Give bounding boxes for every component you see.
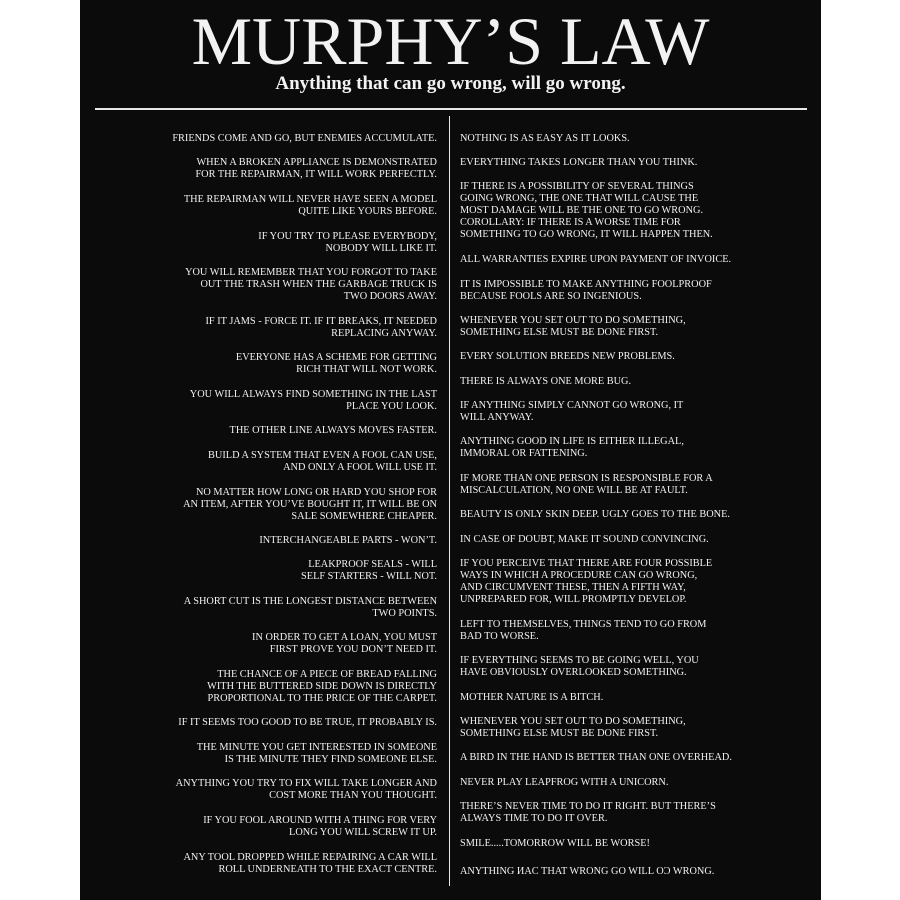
column-divider	[449, 116, 450, 886]
law-item: YOU WILL ALWAYS FIND SOMETHING IN THE LAST PLACE YOU LOOK.	[189, 389, 437, 412]
law-item: THE MINUTE YOU GET INTERESTED IN SOMEONE IS THE MINUTE THEY FIND SOMEONE ELSE.	[196, 742, 437, 765]
law-item: SMILE.....TOMORROW WILL BE WORSE!	[460, 838, 650, 849]
poster	[80, 0, 821, 900]
law-item: YOU WILL REMEMBER THAT YOU FORGOT TO TAKE OUT THE TRASH WHEN THE GARBAGE TRUCK IS TWO DOORS AWAY.	[185, 267, 437, 302]
poster-title: MURPHY’S LAW	[191, 3, 710, 79]
law-item: BUILD A SYSTEM THAT EVEN A FOOL CAN USE, AND ONLY A FOOL WILL USE IT.	[208, 450, 437, 473]
law-item: A BIRD IN THE HAND IS BETTER THAN ONE OVERHEAD.	[460, 752, 732, 763]
law-item: NOTHING IS AS EASY AS IT LOOKS.	[460, 133, 630, 144]
law-item: EVERYTHING TAKES LONGER THAN YOU THINK.	[460, 157, 698, 168]
law-item: WHEN A BROKEN APPLIANCE IS DEMONSTRATED FOR THE REPAIRMAN, IT WILL WORK PERFECTLY.	[195, 157, 437, 180]
law-item: THE OTHER LINE ALWAYS MOVES FASTER.	[229, 425, 437, 436]
law-item: EVERYONE HAS A SCHEME FOR GETTING RICH THAT WILL NOT WORK.	[235, 352, 437, 375]
law-item: LEFT TO THEMSELVES, THINGS TEND TO GO FROM BAD TO WORSE.	[460, 619, 707, 642]
law-item: ANYTHING GOOD IN LIFE IS EITHER ILLEGAL, IMMORAL OR FATTENING.	[460, 436, 684, 459]
law-item: IT IS IMPOSSIBLE TO MAKE ANYTHING FOOLPROOF BECAUSE FOOLS ARE SO INGENIOUS.	[460, 279, 712, 302]
horizontal-rule	[95, 108, 807, 110]
law-item: THERE’S NEVER TIME TO DO IT RIGHT. BUT THERE’S ALWAYS TIME TO DO IT OVER.	[460, 801, 716, 824]
law-item: IN ORDER TO GET A LOAN, YOU MUST FIRST PROVE YOU DON’T NEED IT.	[252, 632, 437, 655]
law-item: IF YOU PERCEIVE THAT THERE ARE FOUR POSSIBLE WAYS IN WHICH A PROCEDURE CAN GO WRONG, AND CIRCUMVENT THESE, THEN A FIFTH WAY, UNPREPARED FOR, WILL PROMPTLY DEVELOP.	[460, 558, 713, 605]
law-item: FRIENDS COME AND GO, BUT ENEMIES ACCUMULATE.	[172, 133, 437, 144]
law-item: A SHORT CUT IS THE LONGEST DISTANCE BETWEEN TWO POINTS.	[183, 596, 437, 619]
law-item: NEVER PLAY LEAPFROG WITH A UNICORN.	[460, 777, 669, 788]
law-item: IF THERE IS A POSSIBILITY OF SEVERAL THINGS GOING WRONG, THE ONE THAT WILL CAUSE THE MOST DAMAGE WILL BE THE ONE TO GO WRONG. COROLLARY: IF THERE IS A WORSE TIME FOR SOMETHING TO GO WRONG, IT WILL HAPPEN THEN.	[460, 181, 713, 240]
law-item: THERE IS ALWAYS ONE MORE BUG.	[460, 376, 632, 387]
law-item: THE CHANCE OF A PIECE OF BREAD FALLING WITH THE BUTTERED SIDE DOWN IS DIRECTLY PROPORTIONAL TO THE PRICE OF THE CARPET.	[207, 669, 437, 704]
law-item: IF YOU FOOL AROUND WITH A THING FOR VERY LONG YOU WILL SCREW IT UP.	[203, 815, 437, 838]
law-item: MOTHER NATURE IS A BITCH.	[460, 692, 604, 703]
law-item: IF IT JAMS - FORCE IT. IF IT BREAKS, IT NEEDED REPLACING ANYWAY.	[205, 316, 437, 339]
law-item: LEAKPROOF SEALS - WILL SELF STARTERS - WILL NOT.	[301, 559, 437, 582]
law-item: ANYTHING YOU TRY TO FIX WILL TAKE LONGER AND COST MORE THAN YOU THOUGHT.	[175, 778, 437, 801]
poster-subtitle: Anything that can go wrong, will go wrong.	[275, 73, 626, 94]
law-item: IF YOU TRY TO PLEASE EVERYBODY, NOBODY WILL LIKE IT.	[258, 231, 437, 254]
law-item: IF MORE THAN ONE PERSON IS RESPONSIBLE FOR A MISCALCULATION, NO ONE WILL BE AT FAULT.	[460, 473, 713, 496]
law-item: IF IT SEEMS TOO GOOD TO BE TRUE, IT PROBABLY IS.	[178, 717, 437, 728]
law-item: IF EVERYTHING SEEMS TO BE GOING WELL, YOU HAVE OBVIOUSLY OVERLOOKED SOMETHING.	[460, 655, 699, 678]
law-item: WHENEVER YOU SET OUT TO DO SOMETHING, SOMETHING ELSE MUST BE DONE FIRST.	[460, 315, 686, 338]
law-item: BEAUTY IS ONLY SKIN DEEP. UGLY GOES TO THE BONE.	[460, 509, 730, 520]
law-item: IN CASE OF DOUBT, MAKE IT SOUND CONVINCING.	[460, 534, 709, 545]
law-item: ALL WARRANTIES EXPIRE UPON PAYMENT OF INVOICE.	[460, 254, 732, 265]
law-item: NO MATTER HOW LONG OR HARD YOU SHOP FOR AN ITEM, AFTER YOU’VE BOUGHT IT, IT WILL BE ON SALE SOMEWHERE CHEAPER.	[183, 487, 437, 522]
law-item: THE REPAIRMAN WILL NEVER HAVE SEEN A MODEL QUITE LIKE YOURS BEFORE.	[183, 194, 437, 217]
law-item: WHENEVER YOU SET OUT TO DO SOMETHING, SOMETHING ELSE MUST BE DONE FIRST.	[460, 716, 686, 739]
law-item: IF ANYTHING SIMPLY CANNOT GO WRONG, IT WILL ANYWAY.	[460, 400, 684, 423]
law-item: EVERY SOLUTION BREEDS NEW PROBLEMS.	[460, 351, 675, 362]
law-item: INTERCHANGEABLE PARTS - WON’T.	[259, 535, 437, 546]
law-item: ANY TOOL DROPPED WHILE REPAIRING A CAR WILL ROLL UNDERNEATH TO THE EXACT CENTRE.	[183, 852, 437, 875]
law-item-jumbled: ANYTHING ИAC THAT WRONG GO WILL ΟƆ WRONG.	[460, 866, 715, 877]
